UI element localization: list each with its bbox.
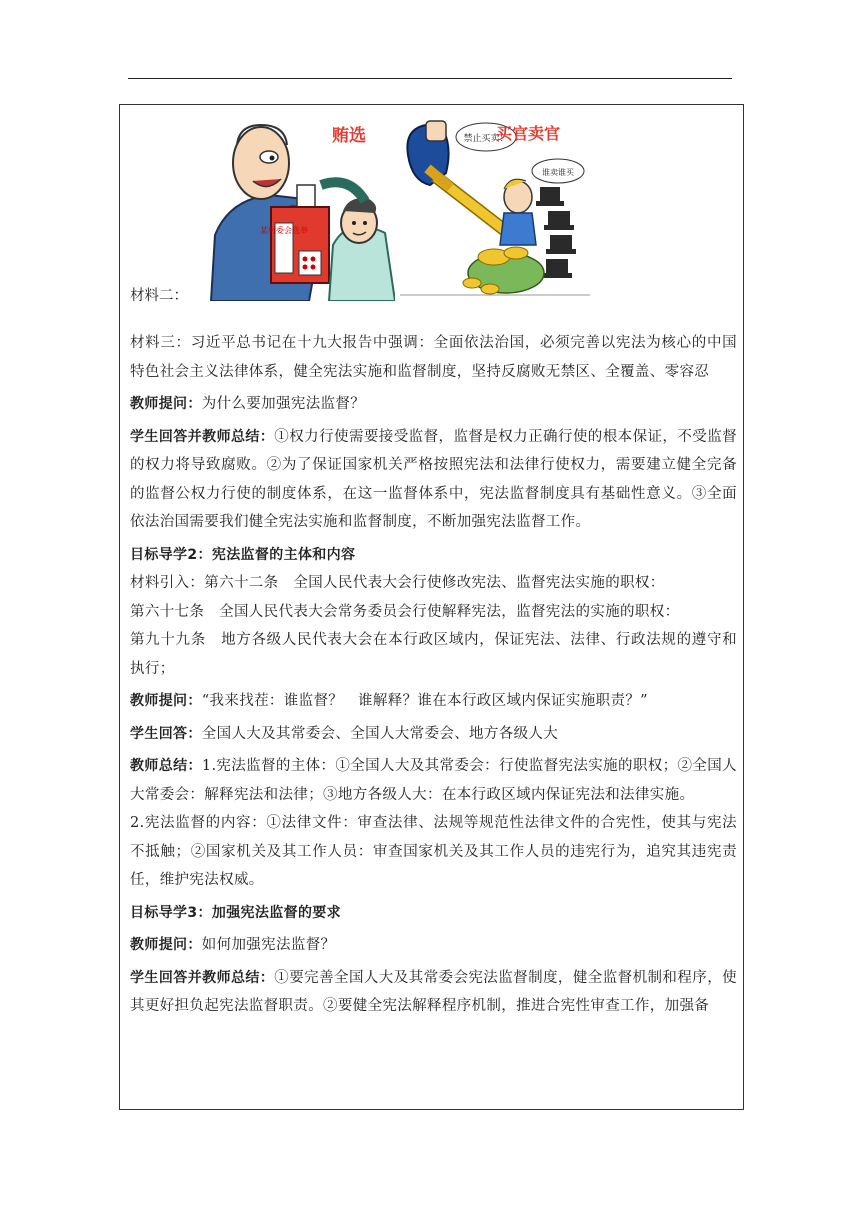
summary-text: 1.宪法监督的主体：①全国人大及其常委会：行使监督宪法实施的职权；②全国人大常委会：解释宪法和法律；③地方各级人大：在本行政区域内保证宪法和法律实施。 [130, 758, 738, 803]
answer-2 [130, 720, 737, 749]
header-rule [128, 78, 732, 79]
summary-subjects [130, 752, 737, 809]
answer-1-text: ①权力行使需要接受监督，监督是权力正确行使的根本保证，不受监督的权力将导致腐败。②为了保证国家机关严格按照宪法和法律行使权力，需要建立健全完备的监督公权力行使的制度体系，在这一监督体系中，宪法监督制度具有基础性意义。③全面依法治国需要我们健全宪法实施和监督制度，不断加强宪法监督工作。 [130, 428, 737, 530]
lesson-content [130, 329, 737, 1021]
summary-label: 教师总结： [130, 758, 202, 774]
bubble-2-text: 谁卖谁买 [542, 168, 574, 177]
bribery-cartoon [209, 115, 395, 301]
answer-2-label: 学生回答： [130, 725, 202, 742]
material2-label: 材料二： [130, 288, 188, 304]
bubble-1-text: 禁止买卖！ [463, 134, 509, 144]
question-1-label: 教师提问： [130, 396, 202, 412]
office-trading-cartoon-title: 买官卖官 [495, 124, 561, 143]
material-intro: 材料引入：第六十二条 全国人民代表大会行使修改宪法、监督宪法实施的职权： [130, 575, 665, 591]
answer-1 [130, 423, 737, 537]
question-1 [130, 390, 737, 419]
office-trading-cartoon [400, 115, 590, 301]
article-67: 第六十七条 全国人民代表大会常务委员会行使解释宪法，监督宪法的实施的职权： [130, 603, 680, 620]
question-3-label: 教师提问： [130, 937, 202, 953]
material2-figure-row [130, 105, 737, 307]
article-99: 第九十九条 地方各级人民代表大会在本行政区域内，保证宪法、法律、行政法规的遵守和执行； [130, 632, 737, 677]
answer-3 [130, 964, 737, 1021]
summary-content: 2.宪法监督的内容：①法律文件：审查法律、法规等规范性法律文件的合宪性，使其与宪法不抵触；②国家机关及其工作人员：审查国家机关及其工作人员的违宪行为，追究其违宪责任，维护宪法权威。 [130, 815, 737, 888]
frame-inner [130, 105, 738, 1014]
answer-1-label: 学生回答并教师总结： [130, 428, 275, 445]
goal-2-heading: 目标导学2：宪法监督的主体和内容 [130, 546, 356, 563]
ballot-box-text: 某村委会选举 [260, 226, 308, 235]
bribery-cartoon-title: 贿选 [332, 126, 366, 146]
goal-3-heading: 目标导学3：加强宪法监督的要求 [130, 904, 341, 921]
question-2 [130, 687, 737, 716]
question-3 [130, 931, 737, 960]
answer-3-text: ①要完善全国人大及其常委会宪法监督制度，健全监督机制和程序，使其更好担负起宪法监督职责。②要健全宪法解释程序机制，推进合宪性审查工作，加强备 [130, 969, 737, 1014]
question-3-text: 如何加强宪法监督？ [201, 937, 336, 953]
material3-paragraph: 材料三：习近平总书记在十九大报告中强调：全面依法治国，必须完善以宪法为核心的中国特色社会主义法律体系，健全宪法实施和监督制度，坚持反腐败无禁区、全覆盖、零容忍 [130, 335, 737, 380]
answer-3-label: 学生回答并教师总结： [130, 969, 275, 986]
question-2-label: 教师提问： [130, 693, 202, 709]
question-2-text: “我来找茬：谁监督？ 谁解释？谁在本行政区域内保证实施职责？” [201, 693, 648, 709]
question-1-text: 为什么要加强宪法监督？ [201, 396, 366, 412]
lesson-frame [119, 104, 744, 1110]
answer-2-text: 全国人大及其常委会、全国人大常委会、地方各级人大 [201, 725, 559, 742]
